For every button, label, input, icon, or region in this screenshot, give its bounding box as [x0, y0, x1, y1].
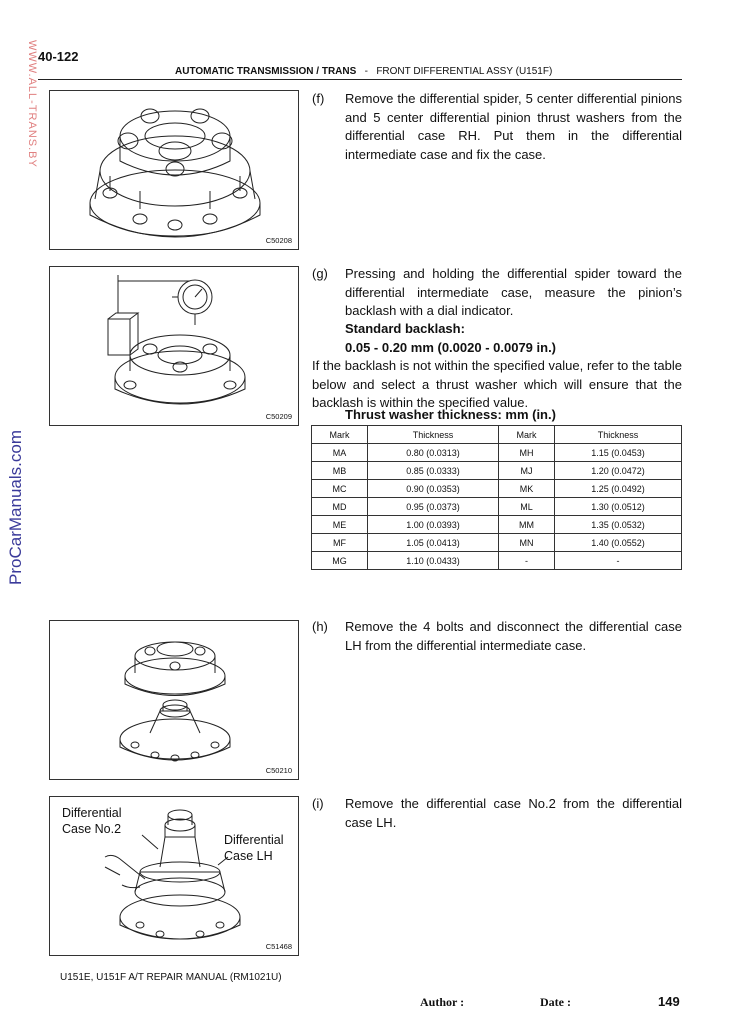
table-row — [312, 462, 682, 480]
table-cell: 1.40 (0.0552) — [555, 534, 682, 552]
table-cell: 1.35 (0.0532) — [555, 516, 682, 534]
table-cell: 1.15 (0.0453) — [555, 444, 682, 462]
table-cell: 1.20 (0.0472) — [555, 462, 682, 480]
table-cell: MN — [499, 534, 555, 552]
table-title: Thrust washer thickness: mm (in.) — [345, 407, 556, 422]
footer-manual: U151E, U151F A/T REPAIR MANUAL (RM1021U) — [60, 972, 282, 983]
header-separator: - — [364, 66, 368, 77]
watermark-side: ProCarManuals.com — [6, 430, 25, 585]
column-header: Thickness — [368, 426, 499, 444]
running-header — [175, 66, 552, 77]
date-label: Date : — [540, 995, 571, 1009]
standard-backlash-value: 0.05 - 0.20 mm (0.0020 - 0.0079 in.) — [345, 340, 557, 355]
author-label: Author : — [420, 995, 465, 1009]
column-header: Thickness — [555, 426, 682, 444]
step-g — [312, 265, 682, 321]
figure-code: C50209 — [265, 412, 292, 421]
figure-i — [49, 796, 299, 956]
table-cell: 1.30 (0.0512) — [555, 498, 682, 516]
standard-backlash-label: Standard backlash: — [345, 321, 465, 336]
table-cell: 0.80 (0.0313) — [368, 444, 499, 462]
table-cell: MD — [312, 498, 368, 516]
table-row — [312, 534, 682, 552]
backlash-note: If the backlash is not within the specified value, refer to the table below and select a thrust washer which will ensure that the backlash is within the specified value. — [312, 358, 682, 410]
figure-g — [49, 266, 299, 426]
figure-code: C50210 — [265, 766, 292, 775]
label-case-lh: Differential Case LH — [224, 833, 284, 863]
table-cell: MF — [312, 534, 368, 552]
label-case-no2: Differential Case No.2 — [62, 806, 122, 836]
watermark-url: WWW.ALL-TRANS.BY — [26, 40, 38, 168]
step-text: Remove the differential spider, 5 center differential pinions and 5 center differential pinion thrust washers from the differential case RH. Put them in the differential intermediate case and fix the case. — [345, 91, 682, 162]
table-cell: 1.25 (0.0492) — [555, 480, 682, 498]
dial-indicator-illustration — [50, 267, 298, 425]
step-marker: (f) — [312, 91, 325, 106]
table-cell: - — [499, 552, 555, 570]
table-cell: MH — [499, 444, 555, 462]
figure-code: C50208 — [265, 236, 292, 245]
table-cell: - — [555, 552, 682, 570]
step-f — [312, 90, 682, 164]
page-code: 40-122 — [38, 49, 79, 64]
step-marker: (g) — [312, 266, 328, 281]
table-row — [312, 480, 682, 498]
table-cell: MB — [312, 462, 368, 480]
table-cell: MA — [312, 444, 368, 462]
table-cell: MJ — [499, 462, 555, 480]
table-row — [312, 444, 682, 462]
table-row — [312, 516, 682, 534]
table-cell: 1.05 (0.0413) — [368, 534, 499, 552]
step-marker: (i) — [312, 796, 324, 811]
header-section: AUTOMATIC TRANSMISSION / TRANS — [175, 66, 357, 77]
table-cell: 0.85 (0.0333) — [368, 462, 499, 480]
table-cell: MC — [312, 480, 368, 498]
table-row — [312, 498, 682, 516]
table-cell: 0.90 (0.0353) — [368, 480, 499, 498]
table-row — [312, 552, 682, 570]
step-text: Remove the differential case No.2 from the differential case LH. — [345, 796, 682, 830]
figure-f — [49, 90, 299, 250]
step-marker: (h) — [312, 619, 328, 634]
thrust-washer-table — [311, 425, 682, 570]
step-text: Pressing and holding the differential spider toward the differential intermediate case, measure the pinion’s backlash with a dial indicator. — [345, 266, 682, 318]
page-number: 149 — [658, 994, 680, 1009]
table-cell: 1.10 (0.0433) — [368, 552, 499, 570]
table-cell: MG — [312, 552, 368, 570]
figure-code: C51468 — [265, 942, 292, 951]
table-cell: MK — [499, 480, 555, 498]
header-rule — [38, 79, 682, 80]
header-subsection: FRONT DIFFERENTIAL ASSY (U151F) — [376, 66, 553, 77]
table-cell: ML — [499, 498, 555, 516]
column-header: Mark — [499, 426, 555, 444]
table-cell: 0.95 (0.0373) — [368, 498, 499, 516]
table-cell: MM — [499, 516, 555, 534]
table-cell: 1.00 (0.0393) — [368, 516, 499, 534]
column-header: Mark — [312, 426, 368, 444]
step-h — [312, 618, 682, 655]
differential-case-rh-illustration — [50, 91, 298, 249]
step-i — [312, 795, 682, 832]
table-cell: ME — [312, 516, 368, 534]
case-lh-separation-illustration — [50, 621, 298, 779]
table-header-row — [312, 426, 682, 444]
figure-h — [49, 620, 299, 780]
step-text: Remove the 4 bolts and disconnect the differential case LH from the differential intermediate case. — [345, 619, 682, 653]
